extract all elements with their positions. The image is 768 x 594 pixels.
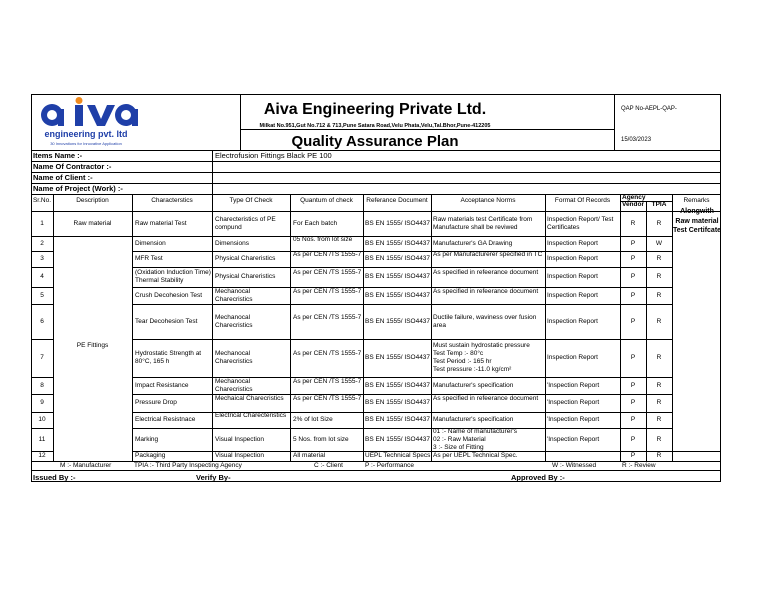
document-date: 15/03/2023 [621,137,652,143]
table-rule [31,267,53,268]
remarks-text: Alongwith Raw material Test Certifcate [672,208,722,234]
header-divider [614,94,615,150]
row-srno: 5 [40,291,44,299]
qap-number: QAP No-AEPL-QAP- [621,106,677,112]
row-quantum: As per CEN /TS 1555-7 [293,251,362,258]
svg-text:30 Innovations for Innovative: 30 Innovations for Innovative Application [50,141,122,146]
contractor-label: Name Of Contractor :- [33,162,112,171]
table-rule [132,194,133,461]
col-vendor: Vendor [621,201,645,208]
table-rule [31,428,53,429]
row-format: Inspection Report [547,255,598,262]
row-quantum: As per CEN /TS 1555-7 [293,269,362,276]
table-rule [132,428,672,429]
row-vendor: P [630,435,636,443]
row-vendor: P [630,239,636,247]
row-vendor: P [630,273,636,280]
info-divider [31,172,721,173]
table-rule [132,267,672,268]
row-vendor: P [630,381,636,389]
table-rule [132,394,672,395]
table-rule [545,194,546,461]
table-rule [132,412,672,413]
table-rule [31,339,53,340]
row-reference: BS EN 1555/ ISO4437 [365,381,431,389]
row-characteristics: Tear Decohesion Test [135,317,198,325]
row-acceptance: Ductile failure, waviness over fusion area [433,313,537,329]
table-rule [31,251,53,252]
row-tpia: R [656,219,662,227]
col-remarks: Remarks [683,197,710,204]
row-srno: 7 [40,354,44,361]
pe-fittings-label: PE Fittings [76,342,109,349]
table-rule [132,377,672,378]
row-quantum: 2% of lot Size [293,416,333,423]
row-reference: BS EN 1555/ ISO4437 [365,291,431,299]
table-rule [53,194,54,461]
row-type: Mechanocal Charecristics [215,287,253,303]
col-acceptance: Acceptance Norms [460,197,516,204]
col-tpia: TPIA [651,201,667,208]
items-name-value: Electrofusion Fittings Black PE 100 [215,151,332,160]
col-format: Format Of Records [554,197,611,204]
client-label: Name of Client :- [33,173,93,182]
row-characteristics: Impact Resistance [135,381,189,389]
row-srno: 2 [40,239,44,247]
info-divider [212,150,213,194]
row-characteristics: MFR Test [135,255,163,262]
row-type: Mechanocal Charecristics [215,313,253,329]
col-agency: Agency [622,194,646,201]
info-divider [31,183,721,184]
row-tpia: R [656,317,662,325]
row-reference: BS EN 1555/ ISO4437 [365,399,431,406]
info-divider [31,194,721,195]
row-vendor: R [630,219,636,227]
row-tpia: R [656,291,662,299]
row-format: Inspection Report/ Test Certificates [547,215,614,231]
row-characteristics: Marking [135,435,159,443]
table-rule [31,394,53,395]
row-format: 'Inspection Report [547,381,600,389]
row-characteristics: Packaging [135,452,166,459]
issued-by: Issued By :- [33,473,76,482]
row-vendor: P [630,354,636,361]
row-type: Physical Chareristics [215,273,276,280]
row-acceptance: Must sustain hydrostatic pressure Test Temp :- 80°c Test Period :- 165 hr Test pressure :-11.0 kg/cm² [433,342,530,373]
row-format: Inspection Report [547,291,598,299]
row-format: Inspection Report [547,317,598,325]
row-reference: BS EN 1555/ ISO4437 [365,435,431,443]
row-type: Physical Chareristics [215,255,276,262]
row-acceptance: 01 :- Name of manufacturer's 02 :- Raw Material 3 :- Size of Fitting [433,428,517,451]
row-srno: 10 [38,416,46,423]
approved-by: Approved By :- [511,473,565,482]
row-vendor: P [630,255,636,262]
legend-tpia: TPIA :- Third Party Inspecting Agency [134,462,242,469]
row-description: Raw material [73,219,112,227]
row-reference: BS EN 1555/ ISO4437 [365,317,431,325]
row-format: Inspection Report [547,239,598,247]
row-tpia: R [656,435,662,443]
table-rule [431,194,432,461]
row-reference: BS EN 1555/ ISO4437 [365,416,431,423]
row-characteristics: Hydrostatic Strength at 80°C, 165 h [135,350,202,365]
legend-performance: P :- Performance [365,462,415,469]
row-srno: 3 [40,255,44,262]
table-rule [132,339,672,340]
row-quantum: As per CEN /TS 1555-7 [293,313,362,321]
row-vendor: P [630,399,636,406]
document-title: Quality Assurance Plan [291,133,459,150]
row-tpia: R [656,354,662,361]
row-type: Mechaical Charecristics [215,395,284,402]
col-srno: Sr.No. [32,197,52,204]
row-quantum: As per CEN /TS 1555-7 [293,377,362,385]
row-format: Inspection Report [547,273,598,280]
row-vendor: P [630,452,636,459]
row-quantum: As per CEN /TS 1555-7 [293,395,362,402]
row-acceptance: Manufacturer's GA Drawing [433,239,513,247]
col-characteristics: Characterstics [151,197,193,204]
project-label: Name of Project (Work) :- [33,184,123,193]
row-tpia: W [655,239,663,247]
footer-divider [31,470,721,471]
row-vendor: P [630,291,636,299]
table-rule [132,287,672,288]
col-quantum: Quantum of check [300,197,353,204]
row-acceptance: As per Manufacturerer specified in TC [433,251,543,258]
row-srno: 9 [40,399,44,406]
row-format: 'Inspection Report [547,416,600,423]
row-acceptance: As specified in refeerance document [433,287,539,295]
row-vendor: P [630,317,636,325]
row-tpia: R [656,416,662,423]
row-srno: 6 [40,317,44,325]
table-rule [31,412,53,413]
row-tpia: R [656,381,662,389]
row-reference: BS EN 1555/ ISO4437 [365,239,431,247]
table-rule [363,194,364,461]
row-srno: 1 [40,219,44,227]
row-quantum: All material [293,452,326,459]
header-divider [240,129,614,130]
row-characteristics: Crush Decohesion Test [135,291,203,299]
row-quantum: For Each batch [293,219,338,227]
table-rule [290,194,291,461]
table-rule [31,236,53,237]
table-rule [132,251,672,252]
row-reference: BS EN 1555/ ISO4437 [365,255,431,262]
row-tpia: R [656,255,662,262]
row-acceptance: Manufacturer's specification [433,416,514,423]
row-quantum: 05 Nos. from lot size [293,236,353,243]
info-divider [31,161,721,162]
legend-review: R :- Review [622,462,656,469]
legend-witnessed: W :- Witnessed [552,462,597,469]
table-rule [31,304,53,305]
row-type: Electrical Charecteristics [215,412,287,419]
row-format: 'Inspection Report [547,399,600,406]
row-type: Charecteristics of PE compund [215,215,276,231]
legend-manufacturer: M :- Manufacturer [60,462,112,469]
legend-client: C :- Client [314,462,343,469]
row-reference: BS EN 1555/ ISO4437 [365,219,431,227]
row-characteristics: Pressure Drop [135,399,177,406]
table-rule [132,304,672,305]
items-name-label: Items Name :- [33,151,83,160]
row-srno: 11 [38,435,46,443]
row-quantum: 5 Nos. from lot size [293,435,349,443]
row-characteristics: Raw material Test [135,219,187,227]
company-address: Milkat No.951,Gut No.712 & 713,Pune Satara Road,Velu Phata,Velu,Tal.Bhor,Pune-412205 [259,123,491,129]
row-tpia: R [656,273,662,280]
row-reference: UEPL Technical Specs [365,452,431,459]
table-rule [31,377,53,378]
row-tpia: R [656,399,662,406]
table-rule [672,451,721,452]
row-srno: 8 [40,381,44,389]
table-rule [31,211,721,212]
row-reference: BS EN 1555/ ISO4437 [365,354,431,361]
row-type: Visual Inspection [215,435,265,443]
row-type: Dimensions [215,239,249,247]
row-quantum: As per CEN /TS 1555-7 [293,350,362,357]
row-type: Mechanocal Charecristics [215,350,253,365]
row-characteristics: Electrical Resistnace [135,416,196,423]
row-format: 'Inspection Report [547,435,600,443]
row-vendor: P [630,416,636,423]
row-characteristics: (Oxidation Induction Time) Thermal Stability [135,269,211,284]
row-characteristics: Dimension [135,239,166,247]
verify-by: Verify By- [196,473,231,482]
row-acceptance: As specified in refeerance document [433,269,539,276]
row-acceptance: As specified in refeerance document [433,395,539,402]
row-tpia: R [656,452,662,459]
row-quantum: As per CEN /TS 1555-7 [293,287,362,295]
row-srno: 4 [40,273,44,280]
row-reference: BS EN 1555/ ISO4437 [365,273,431,280]
row-srno: 12 [38,452,46,459]
col-description: Description [76,197,109,204]
row-type: Visual Inspection [215,452,265,459]
row-format: Inspection Report [547,354,598,361]
row-acceptance: Manufacturer's specification [433,381,514,389]
row-acceptance: Raw materials test Certificate from Manufacture shall be reviwed [433,215,533,231]
table-rule [31,287,53,288]
table-rule [212,194,213,461]
row-type: Mechanocal Charecristics [215,377,253,393]
col-reference: Referance Document [366,197,428,204]
col-type: Type Of Check [229,197,273,204]
company-name: Aiva Engineering Private Ltd. [263,101,487,118]
svg-text:engineering pvt. ltd: engineering pvt. ltd [44,129,128,139]
row-acceptance: As per UEPL Technical Spec. [433,452,518,459]
